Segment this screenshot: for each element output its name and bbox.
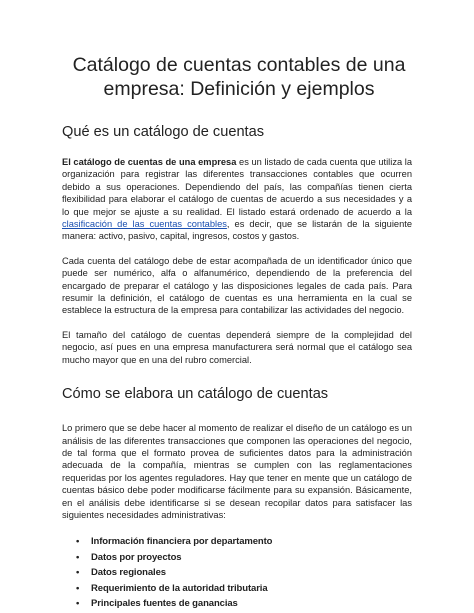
bullet-icon: •: [76, 536, 80, 548]
section-heading-how-to: Cómo se elabora un catálogo de cuentas: [62, 386, 329, 403]
paragraph-definition: [62, 156, 412, 243]
list-item: • Datos por proyectos: [62, 550, 474, 566]
list-item: • Información financiera por departamento: [62, 534, 474, 550]
bullet-icon: •: [76, 551, 80, 563]
document-title: Catálogo de cuentas contables de una empresa: Definición y ejemplos: [72, 54, 406, 100]
bullet-icon: •: [76, 567, 80, 579]
definition-text-b: , es decir, que se listarán de la siguiente manera: activo, pasivo, capital, ingresos, costos y gastos.: [62, 219, 412, 242]
classification-link[interactable]: clasificación de las cuentas contables: [62, 219, 227, 230]
paragraph-identifier: Cada cuenta del catálogo debe de estar acompañada de un identificador único que puede ser numérico, alfa o alfanumérico, dependiendo de la preferencia del encargado de preparar el catálogo y las disposiciones legales de cada país. Para resumir la definición, el catálogo de cuentas es una herramienta en la cual se establece la estructura de la empresa para contabilizar las actividades del negocio.: [62, 255, 412, 316]
bullet-icon: •: [76, 598, 80, 610]
list-item: • Requerimiento de la autoridad tributaria: [62, 581, 474, 597]
paragraph-elaboration: Lo primero que se debe hacer al momento de realizar el diseño de un catálogo es un análisis de las diferentes transacciones que componen las operaciones del negocio, de tal forma que el formato provea de suficientes datos para la administración adecuada de la compañía, mientras se cumplen con las reglamentaciones requeridas por los agentes reguladores. Hay que tener en mente que un catálogo de cuentas básico debe poder modificarse fácilmente para su expansión. Básicamente, en el análisis debe identificarse si se desean recopilar datos para satisfacer las siguientes necesidades administrativas:: [62, 423, 412, 520]
section-heading-what-is: Qué es un catálogo de cuentas: [62, 124, 265, 140]
definition-text-a: es un listado de cada cuenta que utiliza la organización para registrar las diferentes transacciones contables que ocurren debido a sus operaciones. Dependiendo del país, las compañías tienen cierta flexibilidad para elaborar el catálogo de cuentas de acuerdo a sus necesidades y a lo que mejor se ajuste a su realidad. El listado estará ordenado de acuerdo a la: [62, 157, 412, 217]
list-item: • Datos regionales: [62, 565, 474, 581]
bullet-icon: •: [76, 582, 80, 594]
definition-lead: El catálogo de cuentas de una empresa: [62, 157, 237, 167]
needs-list: [62, 534, 474, 612]
paragraph-size: El tamaño del catálogo de cuentas dependerá siempre de la complejidad del negocio, así pues en una empresa manufacturera será normal que el catálogo sea mucho mayor que en una del rubro comercial.: [62, 329, 412, 365]
list-item: • Principales fuentes de ganancias: [62, 596, 474, 612]
